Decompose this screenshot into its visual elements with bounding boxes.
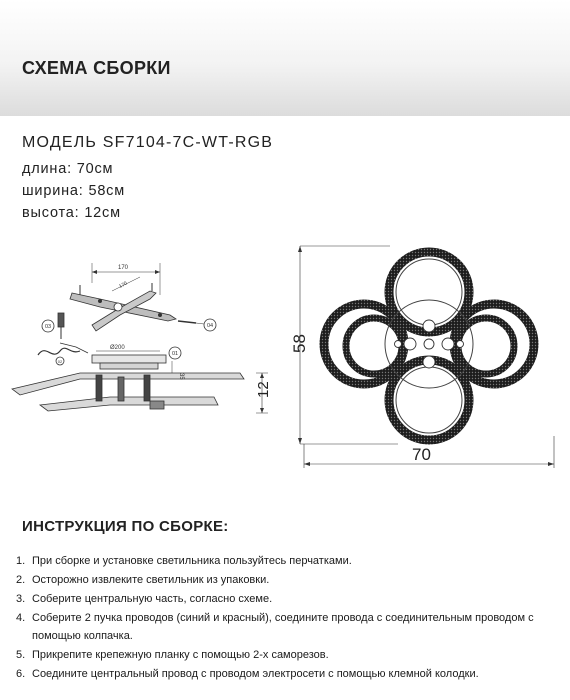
callout-02: 02 [57,359,63,364]
instruction-number: 3. [16,593,26,605]
instruction-number: 5. [16,649,26,661]
spec-length-label: длина: [22,161,72,177]
model-name: МОДЕЛЬ SF7104-7C-WT-RGB [22,134,274,151]
instruction-item [16,571,564,589]
instructions-title: ИНСТРУКЦИЯ ПО СБОРКЕ: [22,518,229,535]
instruction-item [16,665,564,683]
instruction-item [16,590,564,608]
instruction-item [16,552,564,570]
dim-58-label: 58 [290,334,309,353]
instruction-text: Соедините центральный провод с проводом электросети с помощью клемной колодки. [32,668,479,680]
spec-width-value: 58см [88,183,126,199]
dim-diameter-label: Ø200 [110,345,125,351]
spec-height [22,202,273,224]
side-assembly-drawing [0,255,290,435]
callout-03: 03 [44,324,52,330]
callout-04: 04 [206,323,214,329]
instruction-item [16,646,564,664]
instructions-list [16,552,564,683]
side-assembly-svg [0,255,290,435]
page-title: СХЕМА СБОРКИ [22,58,171,78]
dim-diag-label: 170 [118,280,129,290]
header-banner [0,0,570,116]
instruction-text: Прикрепите крепежную планку с помощью 2-х саморезов. [32,649,329,661]
instruction-text: Соберите 2 пучка проводов (синий и красный), соедините провода с соединительным проводом с помощью колпачка. [32,612,534,642]
spec-height-value: 12см [84,205,121,221]
dim-70-label: 70 [412,445,431,464]
top-view-drawing [288,236,570,492]
instruction-number: 4. [16,612,26,624]
instruction-number: 1. [16,555,26,567]
instruction-text: Соберите центральную часть, согласно схеме. [32,593,273,605]
instruction-number: 2. [16,574,26,586]
callout-01: 01 [171,351,179,357]
instruction-text: Осторожно извлеките светильник из упаковки. [32,574,270,586]
model-specs [22,134,273,224]
instruction-number: 6. [16,668,26,680]
spec-length [22,158,273,180]
instruction-text: При сборке и установке светильника пользуйтесь перчатками. [32,555,352,567]
dim-height-label: 12 [255,381,272,398]
spec-width-label: ширина: [22,183,84,199]
spec-width [22,180,273,202]
instruction-item [16,609,564,645]
spec-height-label: высота: [22,205,80,221]
dim-top-label: 170 [118,265,129,271]
dim-small-height-label: 35 [178,373,184,380]
top-view-svg [288,236,570,492]
spec-length-value: 70см [76,161,114,177]
